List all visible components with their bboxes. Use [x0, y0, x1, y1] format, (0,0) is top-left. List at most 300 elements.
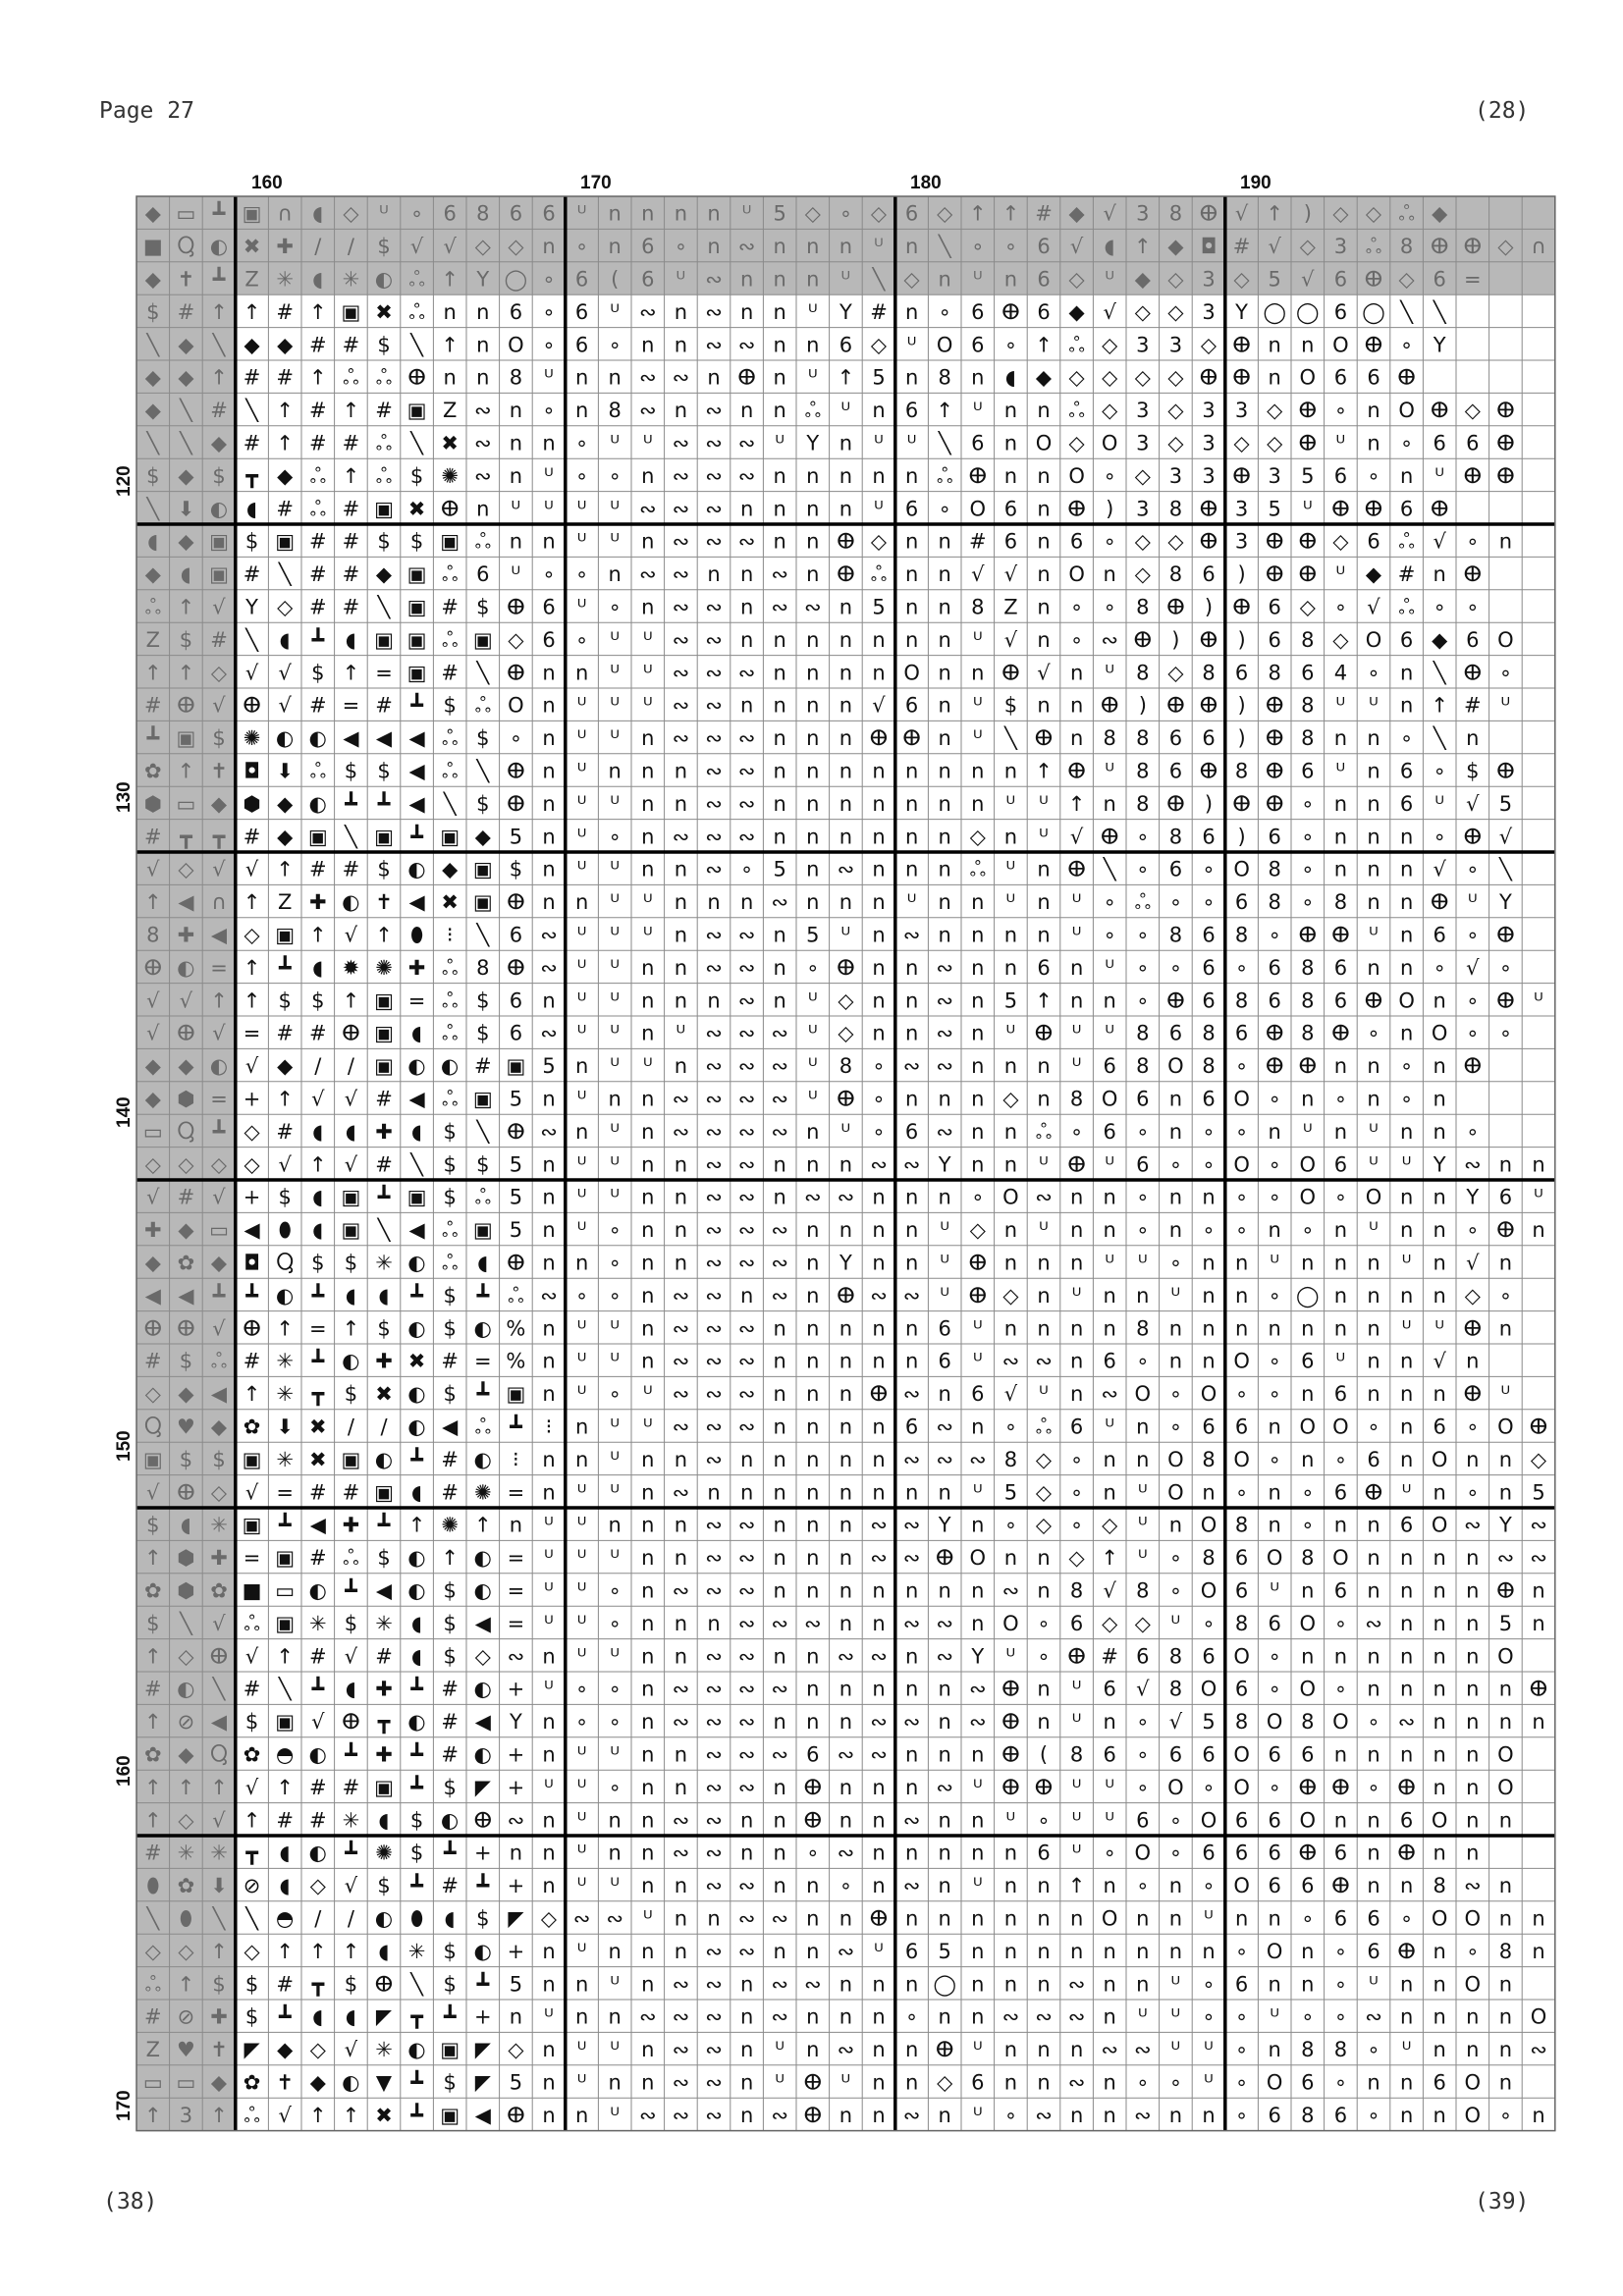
stitch-symbol: n — [839, 1513, 853, 1537]
stitch-symbol: ∾ — [737, 825, 756, 849]
stitch-symbol: n — [1037, 1874, 1051, 1898]
stitch-symbol: n — [872, 1611, 886, 1635]
stitch-symbol: ᵁ — [1105, 1808, 1115, 1833]
stitch-symbol: ⴲ — [1166, 988, 1185, 1013]
stitch-symbol: 8 — [1268, 661, 1281, 685]
stitch-symbol: ┻ — [212, 1119, 226, 1144]
stitch-symbol: n — [773, 726, 786, 751]
stitch-symbol: n — [1367, 857, 1380, 881]
stitch-symbol: ↑ — [308, 299, 327, 324]
stitch-symbol: ∾ — [737, 661, 756, 685]
stitch-symbol: ▣ — [209, 562, 229, 587]
stitch-symbol: ╲ — [278, 562, 292, 587]
stitch-symbol: ஃ — [1035, 1415, 1053, 1439]
stitch-symbol: ╲ — [345, 825, 357, 849]
stitch-symbol: # — [441, 1349, 460, 1373]
stitch-symbol: n — [542, 1480, 556, 1505]
stitch-symbol: ∾ — [737, 1316, 756, 1341]
stitch-symbol: ⴲ — [1298, 529, 1318, 554]
stitch-symbol: ∘ — [1136, 1710, 1150, 1735]
stitch-symbol: ✳ — [177, 1841, 195, 1865]
stitch-symbol: 6 — [1268, 988, 1281, 1013]
stitch-symbol: n — [1466, 1349, 1480, 1373]
stitch-symbol: 3 — [1168, 333, 1183, 357]
stitch-symbol: n — [739, 2004, 754, 2029]
stitch-symbol: ⴲ — [177, 1480, 195, 1505]
stitch-symbol: n — [938, 693, 951, 718]
stitch-symbol: ⬮ — [146, 1874, 160, 1898]
stitch-symbol: n — [773, 299, 786, 324]
stitch-symbol: ᵁ — [1369, 1218, 1379, 1243]
stitch-symbol: ∘ — [1136, 1349, 1150, 1373]
stitch-symbol: ∾ — [737, 1185, 756, 1209]
stitch-symbol: O — [1497, 1775, 1514, 1799]
stitch-symbol: n — [806, 857, 820, 881]
stitch-symbol: O — [1002, 1611, 1019, 1635]
stitch-symbol: ◆ — [144, 267, 161, 292]
stitch-symbol: ∾ — [672, 2070, 690, 2095]
stitch-symbol: n — [641, 825, 655, 849]
stitch-symbol: ◇ — [1035, 1513, 1053, 1537]
stitch-symbol: ⬢ — [177, 1578, 195, 1603]
stitch-symbol: √ — [244, 1775, 259, 1799]
stitch-symbol: n — [1466, 1546, 1480, 1571]
stitch-symbol: ✳ — [342, 1808, 360, 1833]
stitch-symbol: ◇ — [243, 1152, 260, 1177]
stitch-symbol: ᵁ — [1137, 1546, 1148, 1571]
stitch-symbol: n — [1003, 825, 1018, 849]
stitch-symbol: ┻ — [311, 1349, 325, 1373]
stitch-symbol: n — [773, 333, 786, 357]
stitch-symbol: ∾ — [837, 1742, 855, 1767]
stitch-symbol: ᵁ — [576, 1218, 587, 1243]
stitch-symbol: n — [674, 890, 688, 915]
stitch-symbol: 8 — [1301, 2103, 1315, 2127]
stitch-symbol: 8 — [1301, 2038, 1315, 2062]
stitch-symbol: ⴲ — [1496, 1218, 1515, 1243]
stitch-symbol: ᵁ — [807, 1021, 818, 1045]
stitch-symbol: O — [1101, 1906, 1118, 1931]
stitch-symbol: n — [1367, 1841, 1380, 1865]
stitch-symbol: = — [308, 1316, 327, 1341]
stitch-symbol: ✺ — [243, 726, 261, 751]
stitch-symbol: $ — [443, 1119, 457, 1144]
stitch-symbol: # — [308, 1775, 327, 1799]
stitch-symbol: + — [507, 1939, 525, 1963]
stitch-symbol: √ — [1234, 201, 1249, 226]
stitch-symbol: ∘ — [1333, 1611, 1347, 1635]
stitch-symbol: ∾ — [672, 2103, 690, 2127]
stitch-symbol: n — [641, 1874, 655, 1898]
stitch-symbol: ⬢ — [177, 1546, 195, 1571]
stitch-symbol: ⴲ — [1265, 529, 1284, 554]
stitch-symbol: 6 — [1268, 1742, 1281, 1767]
stitch-symbol: ↑ — [276, 399, 295, 423]
stitch-symbol: ᵁ — [1170, 2038, 1181, 2062]
stitch-symbol: n — [773, 1349, 786, 1373]
stitch-symbol: ∾ — [968, 1447, 987, 1471]
stitch-symbol: ↑ — [308, 1152, 327, 1177]
stitch-symbol: ᵁ — [610, 1972, 621, 1997]
stitch-symbol: ↑ — [143, 1775, 162, 1799]
stitch-symbol: ∘ — [1333, 1447, 1347, 1471]
stitch-symbol: ◖ — [345, 2004, 356, 2029]
stitch-symbol: n — [1433, 1546, 1446, 1571]
stitch-symbol: n — [1466, 726, 1480, 751]
stitch-symbol: n — [1433, 1578, 1446, 1603]
stitch-symbol: 6 — [938, 1316, 951, 1341]
stitch-symbol: ᵁ — [1071, 890, 1082, 915]
stitch-symbol: ◇ — [1134, 529, 1151, 554]
stitch-symbol: n — [608, 1808, 622, 1833]
stitch-symbol: n — [641, 1316, 655, 1341]
stitch-symbol: ⴲ — [209, 1644, 229, 1669]
stitch-symbol: n — [839, 235, 853, 259]
stitch-symbol: ∩ — [277, 201, 293, 226]
stitch-symbol: ∾ — [705, 529, 723, 554]
stitch-symbol: n — [1532, 1906, 1545, 1931]
stitch-symbol: n — [641, 595, 655, 619]
stitch-symbol: ✚ — [375, 1349, 393, 1373]
stitch-symbol: ◐ — [209, 497, 229, 521]
stitch-symbol: ∾ — [540, 923, 558, 947]
stitch-symbol: n — [542, 988, 556, 1013]
stitch-symbol: 5 — [1532, 1480, 1545, 1505]
stitch-symbol: 6 — [1399, 627, 1414, 652]
stitch-symbol: # — [243, 562, 261, 587]
stitch-symbol: ◆ — [442, 857, 459, 881]
stitch-symbol: ◇ — [1167, 661, 1184, 685]
stitch-symbol: ∾ — [737, 431, 756, 455]
stitch-symbol: n — [806, 562, 820, 587]
stitch-symbol: O — [1299, 1611, 1317, 1635]
stitch-symbol: n — [1301, 1316, 1315, 1341]
stitch-symbol: Y — [938, 1513, 951, 1537]
stitch-symbol: $ — [443, 1611, 457, 1635]
stitch-symbol: ∾ — [705, 1808, 723, 1833]
stitch-symbol: n — [839, 1349, 853, 1373]
stitch-symbol: ∘ — [872, 1054, 886, 1079]
stitch-symbol: ∘ — [1235, 2103, 1249, 2127]
stitch-symbol: ∾ — [737, 1415, 756, 1439]
stitch-symbol: ⴲ — [1430, 497, 1449, 521]
stitch-symbol: 6 — [1466, 627, 1480, 652]
stitch-symbol: ᵁ — [576, 759, 587, 783]
stitch-symbol: 6 — [1168, 1742, 1183, 1767]
stitch-symbol: ◆ — [1134, 267, 1151, 292]
stitch-symbol: 6 — [1003, 529, 1018, 554]
stitch-symbol: ᵁ — [610, 923, 621, 947]
stitch-symbol: 8 — [1301, 1021, 1315, 1045]
stitch-symbol: ∾ — [672, 562, 690, 587]
stitch-symbol: ⴲ — [869, 1382, 889, 1407]
stitch-symbol: ∘ — [1202, 890, 1216, 915]
stitch-symbol: # — [143, 1677, 162, 1701]
stitch-symbol: $ — [311, 1251, 325, 1275]
stitch-symbol: ↑ — [308, 923, 327, 947]
stitch-symbol: ⴲ — [507, 661, 525, 685]
stitch-symbol: ◀ — [210, 923, 228, 947]
stitch-symbol: ◐ — [276, 1283, 295, 1308]
stitch-symbol: = — [375, 661, 393, 685]
stitch-symbol: √ — [1003, 1382, 1018, 1407]
stitch-symbol: 6 — [1301, 1874, 1315, 1898]
stitch-symbol: % — [506, 1316, 526, 1341]
stitch-symbol: ⴲ — [1265, 791, 1284, 816]
stitch-symbol: n — [1069, 1218, 1084, 1243]
stitch-symbol: ∘ — [1367, 661, 1380, 685]
stitch-symbol: n — [1466, 2038, 1480, 2062]
stitch-symbol: ⴲ — [968, 463, 988, 488]
stitch-symbol: ⴲ — [837, 1283, 855, 1308]
stitch-symbol: ◆ — [277, 825, 294, 849]
stitch-symbol: n — [1037, 1054, 1051, 1079]
stitch-symbol: n — [608, 1939, 622, 1963]
stitch-symbol: ᵁ — [906, 890, 917, 915]
stitch-symbol: ⴲ — [1463, 235, 1483, 259]
stitch-symbol: ∾ — [902, 1874, 921, 1898]
stitch-symbol: ✖ — [407, 1349, 426, 1373]
stitch-symbol: ∾ — [705, 955, 723, 980]
stitch-symbol: n — [904, 235, 919, 259]
stitch-symbol: ┻ — [410, 1447, 423, 1471]
stitch-symbol: O — [1299, 1808, 1317, 1833]
stitch-symbol: n — [904, 759, 919, 783]
stitch-symbol: ◇ — [1267, 399, 1283, 423]
stitch-symbol: ✖ — [308, 1447, 327, 1471]
stitch-symbol: ↑ — [1035, 759, 1053, 783]
stitch-symbol: 8 — [1003, 1447, 1018, 1471]
stitch-symbol: n — [1498, 2004, 1513, 2029]
stitch-symbol: n — [1069, 1906, 1084, 1931]
stitch-symbol: n — [773, 923, 786, 947]
stitch-symbol: ✝ — [210, 759, 228, 783]
stitch-symbol: ) — [1237, 693, 1246, 718]
stitch-symbol: n — [773, 791, 786, 816]
stitch-symbol: ஃ — [508, 1283, 524, 1308]
stitch-symbol: n — [1003, 1874, 1018, 1898]
stitch-symbol: n — [1003, 431, 1018, 455]
stitch-symbol: ⴲ — [1232, 333, 1251, 357]
stitch-symbol: ∾ — [540, 1021, 558, 1045]
stitch-symbol: ╲ — [410, 1972, 423, 1997]
stitch-symbol: ↑ — [342, 1939, 360, 1963]
stitch-symbol: 5 — [509, 825, 523, 849]
stitch-symbol: ⬇ — [210, 1874, 228, 1898]
stitch-symbol: n — [1433, 1283, 1446, 1308]
stitch-symbol: # — [308, 562, 327, 587]
stitch-symbol: √ — [1136, 1677, 1150, 1701]
stitch-symbol: ◆ — [178, 1742, 194, 1767]
stitch-symbol: $ — [409, 529, 424, 554]
stitch-symbol: n — [773, 1447, 786, 1471]
stitch-symbol: √ — [179, 988, 193, 1013]
stitch-symbol: ◖ — [279, 1841, 291, 1865]
stitch-symbol: √ — [278, 661, 292, 685]
stitch-symbol: n — [1037, 1906, 1051, 1931]
stitch-symbol: ∾ — [771, 1906, 789, 1931]
stitch-symbol: ⴲ — [1298, 1775, 1318, 1799]
stitch-symbol: 6 — [1268, 2103, 1281, 2127]
stitch-symbol: ∘ — [575, 1677, 589, 1701]
stitch-symbol: 5 — [1003, 988, 1018, 1013]
stitch-symbol: ╲ — [476, 1119, 490, 1144]
stitch-symbol: n — [904, 1742, 919, 1767]
stitch-symbol: ᵁ — [1434, 791, 1445, 816]
stitch-symbol: + — [507, 1677, 525, 1701]
stitch-symbol: n — [1003, 1972, 1018, 1997]
stitch-symbol: 6 — [1202, 1742, 1216, 1767]
stitch-symbol: ∘ — [410, 201, 424, 226]
stitch-symbol: ◇ — [1200, 333, 1217, 357]
stitch-symbol: ◇ — [1233, 267, 1250, 292]
stitch-symbol: n — [872, 1808, 886, 1833]
stitch-symbol: ᵁ — [972, 2103, 983, 2127]
stitch-symbol: ஃ — [441, 562, 459, 587]
stitch-symbol: n — [1433, 1644, 1446, 1669]
stitch-symbol: n — [1433, 1677, 1446, 1701]
stitch-symbol: n — [1301, 1644, 1315, 1669]
stitch-symbol: n — [839, 1415, 853, 1439]
stitch-symbol: ∘ — [1136, 857, 1150, 881]
stitch-symbol: ∾ — [672, 726, 690, 751]
stitch-symbol: ⴲ — [869, 1906, 889, 1931]
stitch-symbol: n — [1037, 1972, 1051, 1997]
stitch-symbol: = — [507, 1578, 525, 1603]
stitch-symbol: n — [904, 1677, 919, 1701]
stitch-symbol: ஃ — [309, 497, 327, 521]
stitch-symbol: n — [739, 627, 754, 652]
stitch-symbol: n — [1433, 1972, 1446, 1997]
stitch-symbol: 6 — [1333, 1480, 1348, 1505]
stitch-symbol: 6 — [1333, 1152, 1348, 1177]
stitch-symbol: n — [674, 1054, 688, 1079]
stitch-symbol: ◇ — [343, 201, 359, 226]
stitch-symbol: ┻ — [345, 1742, 357, 1767]
stitch-symbol: ◯ — [1263, 299, 1286, 324]
stitch-symbol: ᵁ — [642, 693, 653, 718]
stitch-symbol: 6 — [1333, 365, 1348, 390]
stitch-symbol: ∘ — [1103, 1841, 1116, 1865]
stitch-symbol: ◇ — [1398, 267, 1415, 292]
stitch-symbol: n — [773, 759, 786, 783]
stitch-symbol: n — [641, 1152, 655, 1177]
row-label-160: 160 — [114, 1755, 135, 1787]
stitch-symbol: ⴲ — [1463, 562, 1483, 587]
stitch-symbol: ╲ — [180, 1611, 192, 1635]
stitch-symbol: n — [1367, 1283, 1380, 1308]
stitch-symbol: ▣ — [440, 529, 460, 554]
stitch-symbol: n — [872, 1349, 886, 1373]
stitch-symbol: ✳ — [342, 267, 360, 292]
stitch-symbol: n — [806, 1677, 820, 1701]
stitch-symbol: n — [1399, 1283, 1414, 1308]
stitch-symbol: ╲ — [410, 431, 423, 455]
stitch-symbol: 6 — [641, 235, 655, 259]
stitch-symbol: ✳ — [375, 2038, 393, 2062]
stitch-symbol: = — [507, 1480, 525, 1505]
stitch-symbol: ∘ — [971, 235, 985, 259]
stitch-symbol: ᵁ — [1039, 1218, 1049, 1243]
stitch-symbol: ∾ — [672, 1283, 690, 1308]
stitch-symbol: n — [1202, 1251, 1216, 1275]
stitch-symbol: n — [542, 1349, 556, 1373]
stitch-symbol: ஃ — [474, 1415, 492, 1439]
stitch-symbol: ▣ — [275, 923, 296, 947]
stitch-symbol: 6 — [904, 497, 919, 521]
stitch-symbol: n — [806, 759, 820, 783]
stitch-symbol: n — [904, 988, 919, 1013]
stitch-symbol: $ — [377, 759, 391, 783]
stitch-symbol: ✖ — [243, 235, 261, 259]
stitch-symbol: ∾ — [672, 661, 690, 685]
stitch-symbol: ◇ — [1068, 267, 1085, 292]
stitch-symbol: ᵁ — [1204, 2038, 1214, 2062]
stitch-symbol: n — [707, 562, 721, 587]
stitch-symbol: n — [1202, 1349, 1216, 1373]
stitch-symbol: n — [707, 201, 721, 226]
stitch-symbol: $ — [146, 463, 160, 488]
stitch-symbol: ᵁ — [610, 1185, 621, 1209]
stitch-symbol: n — [1498, 2070, 1513, 2095]
stitch-symbol: Y — [839, 1251, 852, 1275]
stitch-symbol: ↑ — [143, 2103, 162, 2127]
stitch-symbol: ◀ — [309, 1513, 326, 1537]
stitch-symbol: ◖ — [180, 1513, 191, 1537]
stitch-symbol: ⴲ — [1265, 562, 1284, 587]
stitch-symbol: ᵁ — [1105, 759, 1115, 783]
stitch-symbol: 6 — [1234, 661, 1249, 685]
stitch-symbol: ᵁ — [972, 1775, 983, 1799]
stitch-symbol: ∾ — [968, 1710, 987, 1735]
stitch-symbol: ◐ — [473, 1447, 492, 1471]
stitch-symbol: O — [1167, 1775, 1184, 1799]
stitch-symbol: ↑ — [276, 857, 295, 881]
stitch-symbol: ↑ — [342, 661, 360, 685]
stitch-symbol: n — [806, 267, 820, 292]
stitch-symbol: n — [806, 333, 820, 357]
stitch-symbol: ◇ — [1134, 562, 1151, 587]
page-ref-bottom-right: (39) — [1475, 2189, 1530, 2215]
stitch-symbol: ∾ — [672, 463, 690, 488]
stitch-symbol: 8 — [971, 595, 985, 619]
stitch-symbol: $ — [344, 1611, 358, 1635]
stitch-symbol: ∘ — [608, 1775, 622, 1799]
stitch-symbol: ◐ — [374, 1447, 394, 1471]
stitch-symbol: ∾ — [737, 1874, 756, 1898]
stitch-symbol: n — [1466, 1710, 1480, 1735]
stitch-symbol: ◖ — [411, 1611, 423, 1635]
stitch-symbol: √ — [244, 857, 259, 881]
stitch-symbol: 8 — [1136, 1316, 1150, 1341]
stitch-symbol: = — [243, 1021, 261, 1045]
stitch-symbol: ∾ — [705, 1185, 723, 1209]
stitch-symbol: ∾ — [870, 1710, 888, 1735]
stitch-symbol: n — [1037, 1710, 1051, 1735]
stitch-symbol: 8 — [1433, 1874, 1446, 1898]
stitch-symbol: ∾ — [473, 431, 492, 455]
stitch-symbol: ↑ — [276, 1939, 295, 1963]
stitch-symbol: 8 — [1234, 923, 1249, 947]
stitch-symbol: ∘ — [575, 1283, 589, 1308]
stitch-symbol: ⴲ — [1298, 562, 1318, 587]
stitch-symbol: ∘ — [1003, 333, 1017, 357]
stitch-symbol: 8 — [1136, 661, 1150, 685]
stitch-symbol: ╲ — [410, 1152, 423, 1177]
stitch-symbol: ∾ — [705, 1349, 723, 1373]
stitch-symbol: ✿ — [143, 1578, 162, 1603]
stitch-symbol: ╲ — [872, 267, 886, 292]
